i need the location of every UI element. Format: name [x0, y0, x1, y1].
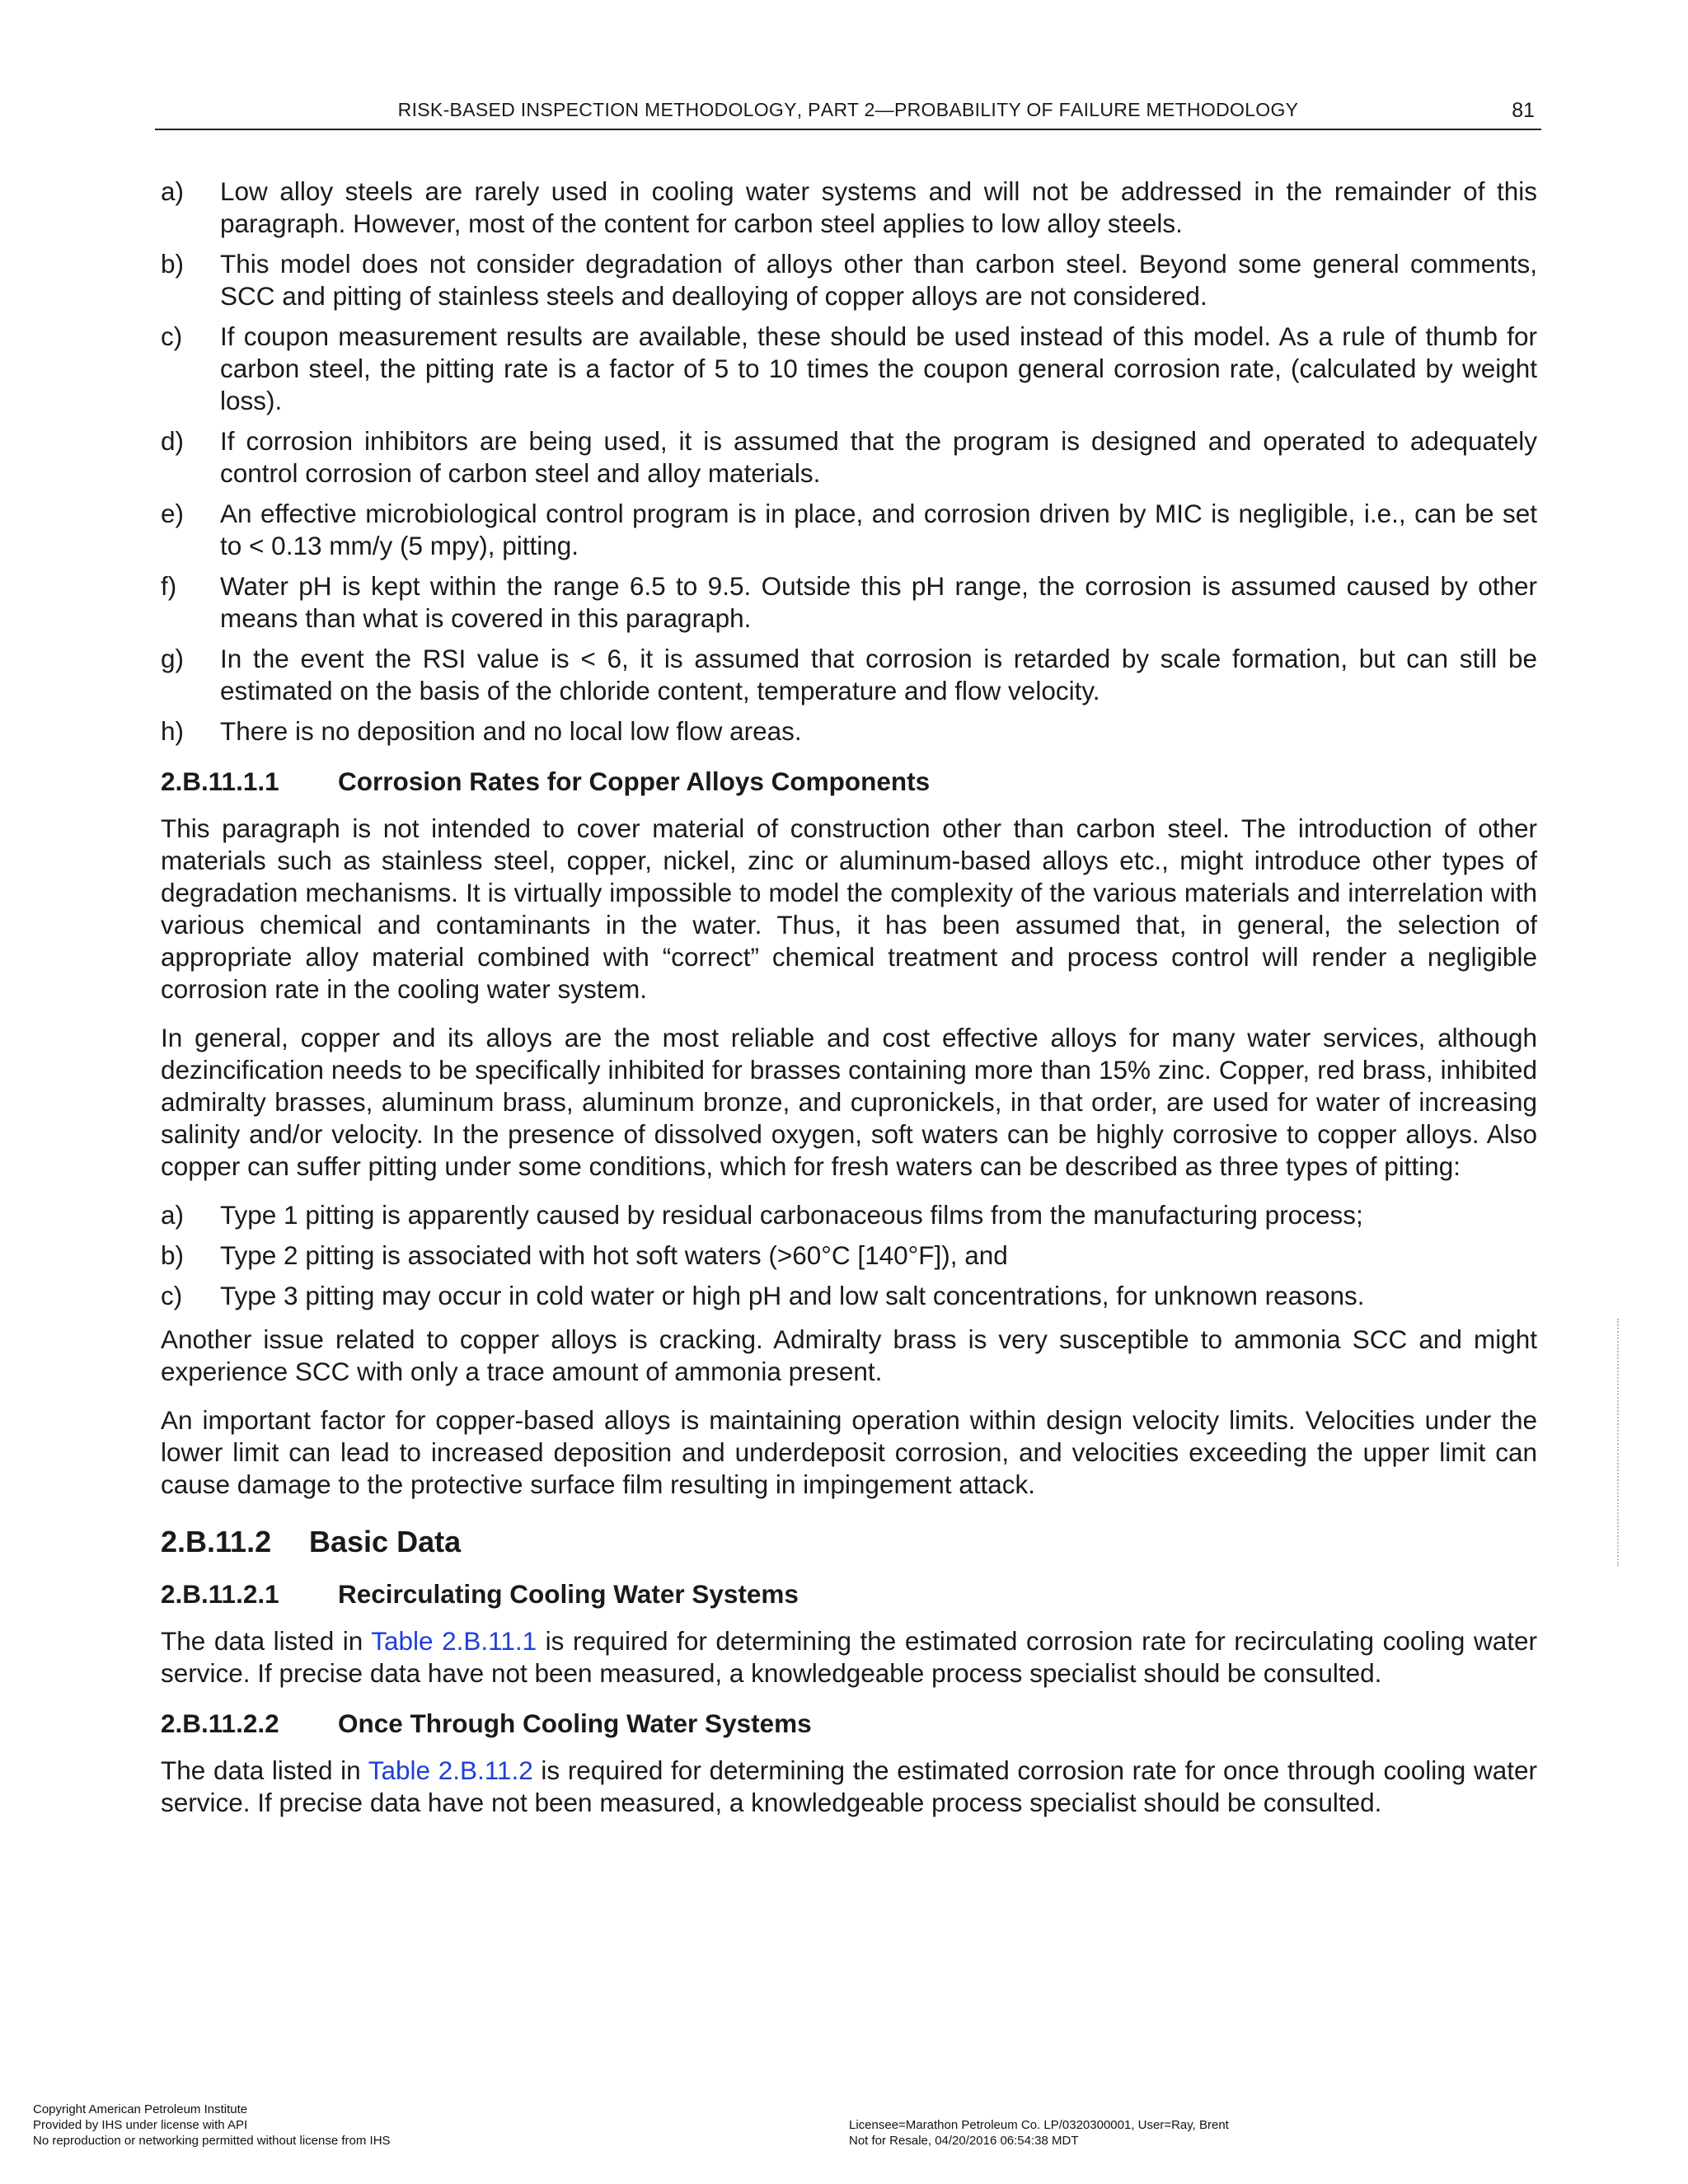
table-link[interactable]: Table 2.B.11.2 [368, 1755, 533, 1785]
page-number: 81 [1512, 99, 1535, 122]
paragraph: The data listed in Table 2.B.11.1 is required for determining the estimated corrosion rate for recirculating cooling water service. If precise data have not been measured, a knowledgeable process specialist should be consulted. [161, 1626, 1537, 1688]
table-link[interactable]: Table 2.B.11.1 [371, 1626, 537, 1656]
list-item: d) If corrosion inhibitors are being used, it is assumed that the program is designed and operated to adequately control corrosion of carbon steel and alloy materials. [161, 426, 1537, 488]
footer-license: Licensee=Marathon Petroleum Co. LP/0320300001, User=Ray, Brent Not for Resale, 04/20/2016 06:54:38 MDT [849, 2118, 1229, 2148]
paragraph: An important factor for copper-based alloys is maintaining operation within design velocity limits. Velocities under the lower limit can lead to increased deposition and underdeposit corrosion, and velocities exceeding the upper limit can cause damage to the protective surface film resulting in impingement attack. [161, 1405, 1537, 1499]
list-item: a) Low alloy steels are rarely used in cooling water systems and will not be addressed in the remainder of this paragraph. However, most of the content for carbon steel applies to low alloy steels. [161, 176, 1537, 238]
paragraph: In general, copper and its alloys are the most reliable and cost effective alloys for many water services, although dezincification needs to be specifically inhibited for brasses containing more than 15% zinc. Copper, red brass, inhibited admiralty brasses, aluminum brass, aluminum bronze, and cupronickels, in that order, are used for water of increasing salinity and/or velocity. In the presence of dissolved oxygen, soft waters can be highly corrosive to copper alloys. Also copper can suffer pitting under some conditions, which for fresh waters can be described as three types of pitting: [161, 1023, 1537, 1181]
page-content [161, 176, 1537, 1835]
list-item: a) Type 1 pitting is apparently caused by residual carbonaceous films from the manufacturing process; [161, 1200, 1363, 1230]
list-item: e) An effective microbiological control program is in place, and corrosion driven by MIC is negligible, i.e., can be set to < 0.13 mm/y (5 mpy), pitting. [161, 499, 1537, 560]
section-heading-once-through: 2.B.11.2.2 Once Through Cooling Water Systems [161, 1708, 812, 1738]
footer-copyright: Copyright American Petroleum Institute Provided by IHS under license with API No reproduction or networking permitted without license from IHS [33, 2102, 391, 2148]
list-item: b) Type 2 pitting is associated with hot soft waters (>60°C [140°F]), and [161, 1240, 1008, 1270]
section-heading-recirculating: 2.B.11.2.1 Recirculating Cooling Water Systems [161, 1579, 799, 1609]
margin-dots [1617, 1319, 1620, 1566]
section-heading-copper-alloys: 2.B.11.1.1 Corrosion Rates for Copper Alloys Components [161, 766, 931, 796]
list-item: c) If coupon measurement results are available, these should be used instead of this model. As a rule of thumb for carbon steel, the pitting rate is a factor of 5 to 10 times the coupon general corrosion rate, (calculated by weight loss). [161, 321, 1537, 415]
list-item: g) In the event the RSI value is < 6, it is assumed that corrosion is retarded by scale formation, but can still be estimated on the basis of the chloride content, temperature and flow velocity. [161, 644, 1537, 705]
pitting-types-list [161, 1199, 1537, 1312]
paragraph: This paragraph is not intended to cover material of construction other than carbon steel. The introduction of other materials such as stainless steel, copper, nickel, zinc or aluminum-based alloys etc., might introduce other types of degradation mechanisms. It is virtually impossible to model the complexity of the various materials and interrelation with various chemical and contaminants in the water. Thus, it has been assumed that, in general, the selection of appropriate alloy material combined with “correct” chemical treatment and process control will render a negligible corrosion rate in the cooling water system. [161, 813, 1537, 1004]
section-heading-basic-data: 2.B.11.2 Basic Data [161, 1525, 462, 1558]
list-item: h) There is no deposition and no local low flow areas. [161, 716, 802, 746]
list-item: b) This model does not consider degradation of alloys other than carbon steel. Beyond some general comments, SCC and pitting of stainless steels and dealloying of copper alloys are not considered. [161, 249, 1537, 311]
paragraph: Another issue related to copper alloys is cracking. Admiralty brass is very susceptible to ammonia SCC and might experience SCC with only a trace amount of ammonia present. [161, 1324, 1537, 1386]
assumptions-list [161, 176, 1537, 748]
list-item: c) Type 3 pitting may occur in cold water or high pH and low salt concentrations, for unknown reasons. [161, 1281, 1365, 1310]
paragraph: The data listed in Table 2.B.11.2 is required for determining the estimated corrosion rate for once through cooling water service. If precise data have not been measured, a knowledgeable process specialist should be consulted. [161, 1755, 1538, 1817]
running-header [155, 97, 1541, 130]
header-title: RISK-BASED INSPECTION METHODOLOGY, PART 2—PROBABILITY OF FAILURE METHODOLOGY [397, 99, 1299, 120]
list-item: f) Water pH is kept within the range 6.5 to 9.5. Outside this pH range, the corrosion is assumed caused by other means than what is covered in this paragraph. [161, 571, 1537, 633]
